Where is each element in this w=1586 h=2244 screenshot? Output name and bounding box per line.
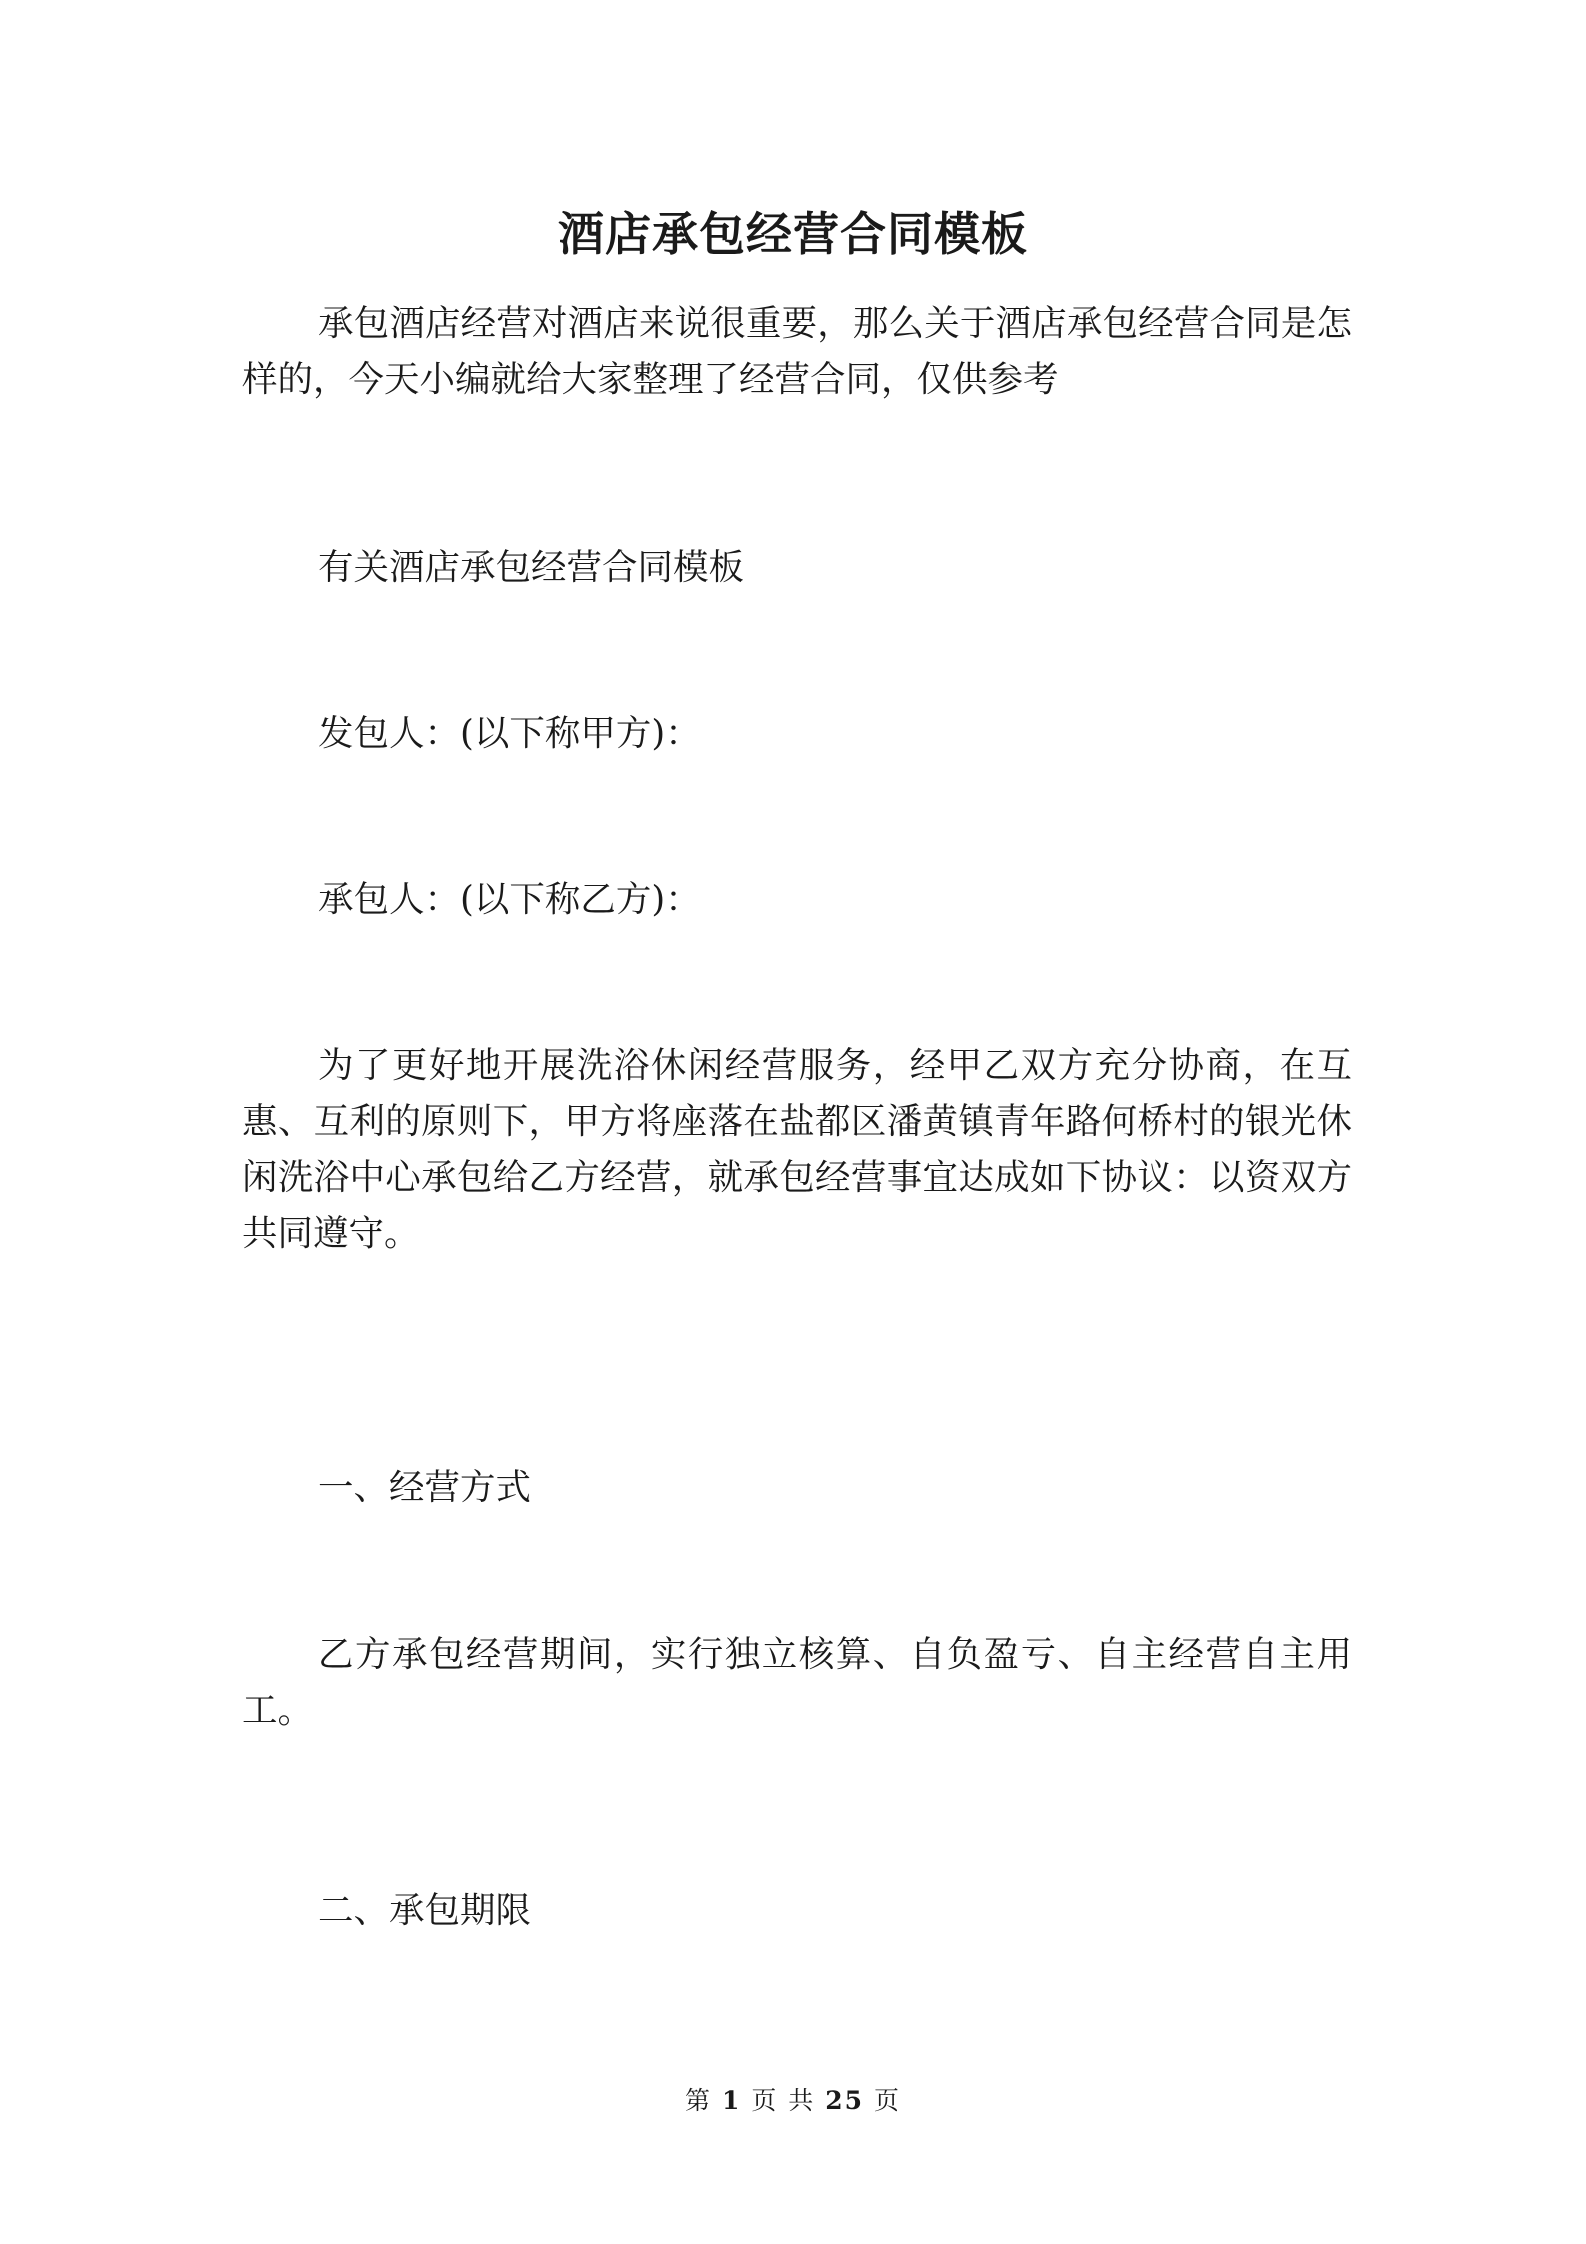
section-1-text: 乙方承包经营期间，实行独立核算、自负盈亏、自主经营自主用工。	[242, 1634, 1352, 1731]
footer-page-number: 1	[721, 2086, 742, 2115]
intro-paragraph: 承包酒店经营对酒店来说很重要，那么关于酒店承包经营合同是怎样的，今天小编就给大家整理了经营合同，仅供参考	[242, 303, 1352, 400]
document-title: 酒店承包经营合同模板	[558, 207, 1028, 261]
section-1-heading: 一、经营方式	[318, 1467, 532, 1508]
page-footer	[0, 2084, 1586, 2118]
footer-middle: 页 共	[751, 2086, 816, 2115]
party-b-line: 承包人：(以下称乙方)：	[318, 879, 701, 920]
preamble-paragraph: 为了更好地开展洗浴休闲经营服务，经甲乙双方充分协商，在互惠、互利的原则下，甲方将座落在盐都区潘黄镇青年路何桥村的银光休闲洗浴中心承包给乙方经营，就承包经营事宜达成如下协议：以资双方共同遵守。	[242, 1045, 1352, 1254]
footer-suffix: 页	[873, 2086, 901, 2115]
subtitle-line: 有关酒店承包经营合同模板	[318, 547, 745, 588]
party-a-line: 发包人：(以下称甲方)：	[318, 713, 701, 754]
footer-prefix: 第	[685, 2086, 713, 2115]
section-2-heading: 二、承包期限	[318, 1890, 532, 1931]
footer-total-pages: 25	[825, 2086, 865, 2115]
